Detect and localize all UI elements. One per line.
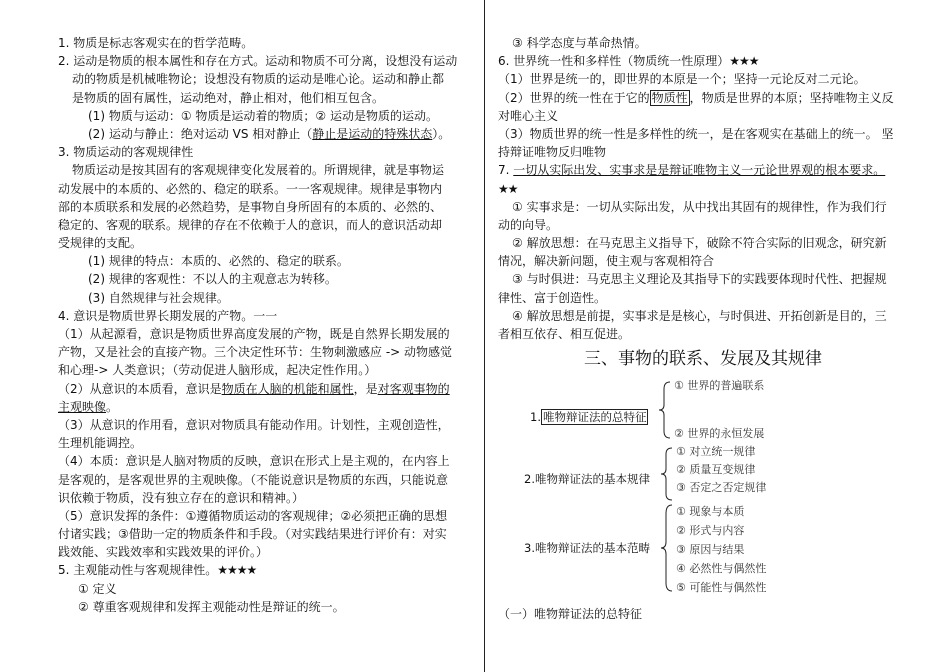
text-line: (2) 规律的客观性：不以人的主观意志为转移。: [88, 272, 337, 287]
text-span: 5. 主观能动性与客观规律性。: [58, 563, 218, 578]
text-span: ，是: [353, 381, 378, 396]
text-line: ③ 与时俱进：马克思主义理论及其指导下的实践要体现时代性、把握规: [512, 272, 887, 287]
text-line: 者相互依存、相互促进。: [498, 327, 631, 341]
group-3-item: ② 形式与内容: [676, 524, 745, 538]
group-1-label: [530, 408, 648, 426]
text-line: 产物，又是社会的直接产物。三个决定性环节：生物刺激感应 -> 动物感觉: [58, 345, 453, 360]
text-line: [58, 561, 472, 579]
group-3-item: ① 现象与本质: [676, 505, 745, 519]
text-line: 部的本质联系和发展的必然趋势，是事物自身所固有的本质的、必然的、: [58, 199, 443, 214]
text-line: (1) 物质与运动：① 物质是运动着的物质；② 运动是物质的运动。: [88, 108, 438, 123]
group-2-label: 2.唯物辩证法的基本规律: [524, 472, 650, 487]
column-divider: [484, 0, 485, 672]
text-line: 是物质的固有属性，运动绝对，静止相对，他们相互包含。: [72, 90, 385, 105]
text-line: 付诸实践；③借助一定的物质条件和手段。（对实践结果进行评价有：对实: [58, 527, 447, 542]
right-column: [498, 34, 908, 622]
brace-icon: [660, 447, 674, 501]
underlined-text: 对客观事物的: [377, 381, 450, 396]
text-line: 对唯心主义: [498, 108, 559, 123]
text-line: 稳定的、客观的联系。规律的存在不依赖于人的意识，而人的意识活动却: [58, 217, 443, 232]
text-line: 情况，解决新问题，使主观与客观相符合: [498, 254, 715, 269]
text-line: 识依赖于物质，没有独立存在的意识和精神。）: [58, 490, 305, 505]
boxed-text: 物质性: [651, 90, 688, 105]
text-line: 4. 意识是物质世界长期发展的产物。一一: [58, 308, 278, 323]
text-line: [498, 52, 908, 70]
underlined-text: 一切从实际出发、实事求是是辩证唯物主义一元论世界观的根本要求。: [513, 163, 886, 178]
text-line: ② 解放思想：在马克思主义指导下，破除不符合实际的旧观念，研究新: [512, 236, 887, 251]
text-line: [58, 380, 472, 398]
text-line: ② 尊重客观规律和发挥主观能动性是辩证的统一。: [78, 599, 345, 614]
group-1-name: 唯物辩证法的总特征: [542, 410, 647, 425]
text-span: （2）从意识的本质看，意识是: [58, 381, 222, 396]
text-line: 1. 物质是标志客观实在的哲学范畴。: [58, 36, 254, 50]
text-line: 动的向导。: [498, 217, 559, 232]
brace-icon: [658, 381, 672, 439]
text-line: [498, 180, 908, 198]
text-line: （3）从意识的作用看，意识对物质具有能动作用。计划性，主观创造性，: [58, 417, 450, 432]
group-1-number: 1.: [530, 410, 541, 425]
text-line: （4）本质：意识是人脑对物质的反映，意识在形式上是主观的，在内容上: [58, 454, 450, 469]
text-line: ① 定义: [78, 581, 117, 596]
group-3-item: ④ 必然性与偶然性: [676, 562, 767, 576]
text-line: 物质运动是按其固有的客观规律变化发展着的。所谓规律，就是事物运: [72, 163, 445, 178]
text-line: （1）从起源看，意识是物质世界高度发展的产物，既是自然界长期发展的: [58, 327, 450, 341]
text-line: [498, 89, 908, 107]
star-rating: ★★★: [729, 54, 759, 69]
text-span: ）。: [432, 126, 451, 141]
group-2-item: ② 质量互变规律: [676, 463, 756, 477]
text-span: 。: [106, 399, 119, 414]
text-line: 3. 物质运动的客观规律性: [58, 145, 194, 160]
text-span: （2）世界的统一性在于它的: [498, 90, 650, 105]
text-line: ③ 科学态度与革命热情。: [512, 36, 647, 50]
text-span: ，物质是世界的本原；坚持唯物主义反: [689, 90, 894, 105]
text-line: 受规律的支配。: [58, 236, 143, 251]
text-line: （3）物质世界的统一性是多样性的统一，是在客观实在基础上的统一。 坚: [498, 126, 894, 141]
text-line: 2. 运动是物质的根本属性和存在方式。运动和物质不可分离，设想没有运动: [58, 54, 458, 69]
group-1-item: ② 世界的永恒发展: [674, 427, 765, 441]
underlined-text: 主观映像: [58, 399, 107, 414]
text-line: 动发展中的本质的、必然的、稳定的联系。一一客观规律。规律是事物内: [58, 181, 443, 196]
text-line: 律性、富于创造性。: [498, 290, 607, 305]
text-line: [498, 161, 908, 179]
text-line: 动的物质是机械唯物论；设想没有物质的运动是唯心论。运动和静止都: [72, 72, 445, 87]
brace-icon: [660, 504, 674, 592]
text-line: 持辩证唯物反归唯物: [498, 145, 607, 160]
left-column: [58, 34, 472, 616]
underlined-text: 物质在人脑的机能和属性: [221, 381, 354, 396]
text-span: (2) 运动与静止：绝对运动 VS 相对静止（: [88, 126, 313, 141]
text-line: (1) 规律的特点：本质的、必然的、稳定的联系。: [88, 254, 349, 269]
group-3-item: ③ 原因与结果: [676, 543, 745, 557]
text-line: （1）世界是统一的，即世界的本原是一个；坚持一元论反对二元论。: [498, 72, 866, 87]
group-2-item: ③ 否定之否定规律: [676, 481, 767, 495]
text-span: 6. 世界统一性和多样性（物质统一性原理）: [498, 54, 730, 69]
text-line: (3) 自然规律与社会规律。: [88, 290, 229, 305]
text-span: 7.: [498, 163, 514, 178]
text-line: [58, 125, 472, 143]
subsection-heading: （一）唯物辩证法的总特征: [498, 607, 643, 622]
text-line: 和心理-> 人类意识；（劳动促进人脑形成，起决定性作用。）: [58, 363, 377, 378]
text-line: [58, 398, 472, 416]
text-line: （5）意识发挥的条件：①遵循物质运动的客观规律；②必须把正确的思想: [58, 508, 448, 523]
star-rating: ★★★★: [217, 563, 257, 578]
section-title: 三、事物的联系、发展及其规律: [584, 349, 822, 370]
text-line: ① 实事求是：一切从实际出发，从中找出其固有的规律性，作为我们行: [512, 199, 887, 214]
group-3-label: 3.唯物辩证法的基本范畴: [524, 541, 650, 556]
text-line: 生理机能调控。: [58, 436, 143, 451]
text-line: 践效能、实践效率和实践效果的评价。）: [58, 545, 269, 560]
underlined-text: 静止是运动的特殊状态: [312, 126, 433, 141]
group-3-item: ⑤ 可能性与偶然性: [676, 581, 767, 595]
star-rating: ★★: [498, 181, 518, 196]
text-line: ④ 解放思想是前提，实事求是是核心，与时俱进、开拓创新是目的，三: [512, 308, 887, 323]
group-1-item: ① 世界的普遍联系: [674, 379, 765, 393]
text-line: 是客观的，是客观世界的主观映像。（不能说意识是物质的东西，只能说意: [58, 472, 449, 487]
group-2-item: ① 对立统一规律: [676, 445, 756, 459]
dialectics-diagram: [498, 379, 908, 622]
